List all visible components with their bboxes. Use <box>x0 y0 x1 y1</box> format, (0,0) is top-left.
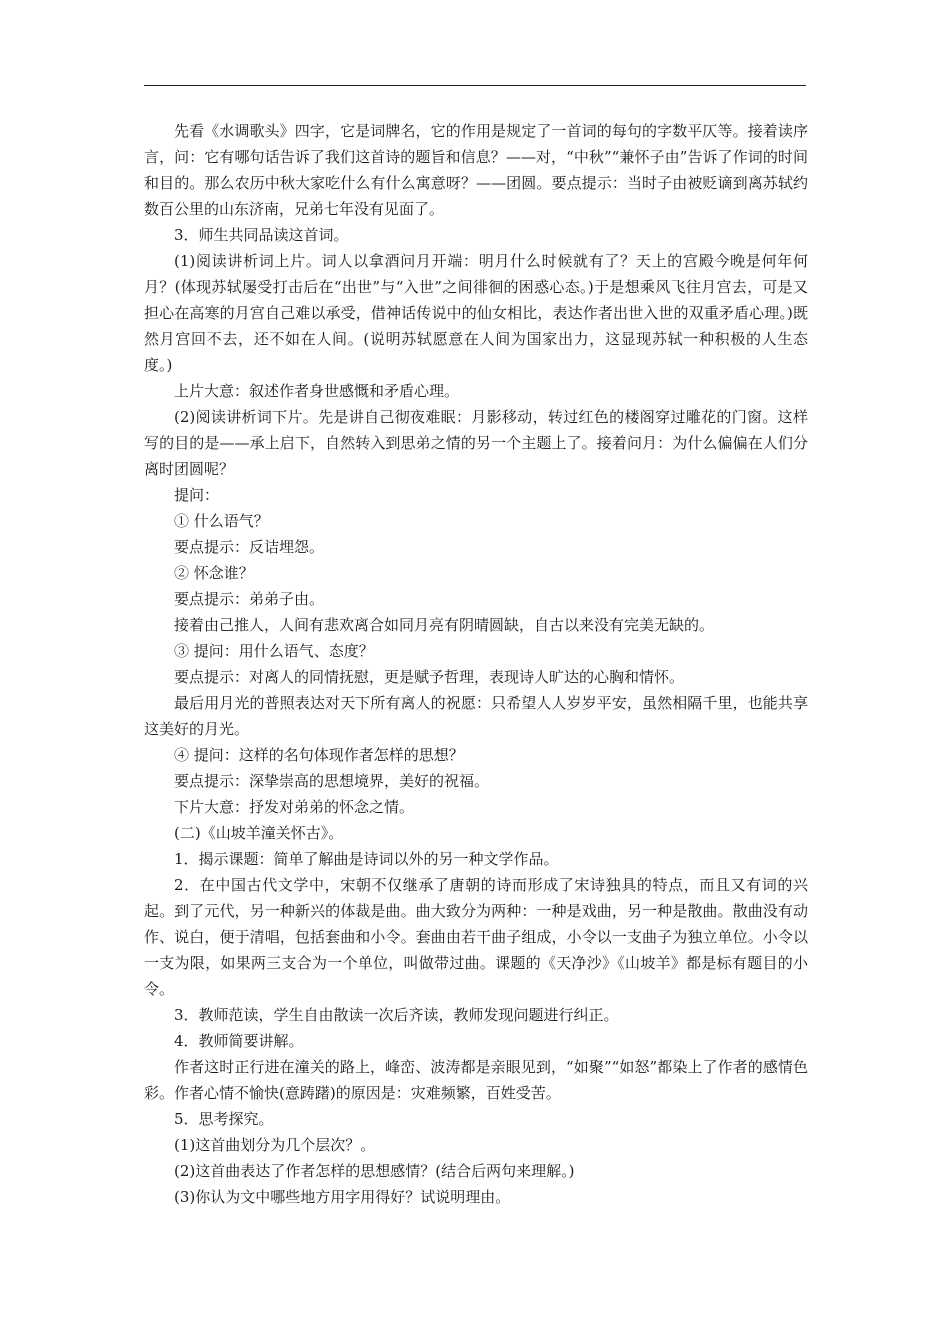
paragraph: (2)阅读讲析词下片。先是讲自己彻夜难眠：月影移动，转过红色的楼阁穿过雕花的门窗。这样写的目的是——承上启下，自然转入到思弟之情的另一个主题上了。接着问月：为什么偏偏在人们分离时团圆呢？ <box>144 408 808 478</box>
document-body <box>144 118 808 1210</box>
paragraph: 接着由己推人，人间有悲欢离合如同月亮有阴晴圆缺，自古以来没有完美无缺的。 <box>174 616 715 634</box>
paragraph: 4．教师简要讲解。 <box>174 1032 304 1050</box>
paragraph: 3．教师范读，学生自由散读一次后齐读，教师发现问题进行纠正。 <box>174 1006 619 1024</box>
paragraph: 5．思考探究。 <box>174 1110 274 1128</box>
paragraph: (2)这首曲表达了作者怎样的思想感情？(结合后两句来理解。) <box>174 1162 575 1180</box>
paragraph: 提问： <box>174 486 220 504</box>
paragraph: 先看《水调歌头》四字，它是词牌名，它的作用是规定了一首词的每句的字数平仄等。接着读序言，问：它有哪句话告诉了我们这首诗的题旨和信息？——对，“中秋”“兼怀子由”告诉了作词的时间和目的。那么农历中秋大家吃什么有什么寓意呀？——团圆。要点提示：当时子由被贬谪到离苏轼约数百公里的山东济南，兄弟七年没有见面了。 <box>144 122 808 218</box>
paragraph: ③ 提问：用什么语气、态度？ <box>174 642 374 660</box>
paragraph: 要点提示：深挚崇高的思想境界，美好的祝福。 <box>174 772 490 790</box>
paragraph: 上片大意：叙述作者身世感慨和矛盾心理。 <box>174 382 460 400</box>
paragraph: 2．在中国古代文学中，宋朝不仅继承了唐朝的诗而形成了宋诗独具的特点，而且又有词的兴起。到了元代，另一种新兴的体裁是曲。曲大致分为两种：一种是戏曲，另一种是散曲。散曲没有动作、说白，便于清唱，包括套曲和小令。套曲由若干曲子组成，小令以一支曲子为独立单位。小令以一支为限，如果两三支合为一个单位，叫做带过曲。课题的《天净沙》《山坡羊》都是标有题目的小令。 <box>144 876 808 998</box>
paragraph: 下片大意：抒发对弟弟的怀念之情。 <box>174 798 415 816</box>
paragraph: ② 怀念谁？ <box>174 564 254 582</box>
paragraph: 要点提示：弟弟子由。 <box>174 590 325 608</box>
paragraph: 最后用月光的普照表达对天下所有离人的祝愿：只希望人人岁岁平安，虽然相隔千里，也能共享这美好的月光。 <box>144 694 808 738</box>
paragraph: 作者这时正行进在潼关的路上，峰峦、波涛都是亲眼见到，“如聚”“如怒”都染上了作者的感情色彩。作者心情不愉快(意踌躇)的原因是：灾难频繁，百姓受苦。 <box>144 1058 808 1102</box>
paragraph: (3)你认为文中哪些地方用字用得好？试说明理由。 <box>174 1188 511 1206</box>
paragraph: 3．师生共同品读这首词。 <box>174 226 349 244</box>
paragraph: 1．揭示课题：简单了解曲是诗词以外的另一种文学作品。 <box>174 850 559 868</box>
paragraph: 要点提示：对离人的同情抚慰，更是赋予哲理，表现诗人旷达的心胸和情怀。 <box>174 668 685 686</box>
paragraph: (1)这首曲划分为几个层次？。 <box>174 1136 376 1154</box>
paragraph: ① 什么语气？ <box>174 512 269 530</box>
paragraph: (1)阅读讲析词上片。词人以拿酒问月开端：明月什么时候就有了？天上的宫殿今晚是何年何月？(体现苏轼屡受打击后在“出世”与“入世”之间徘徊的困惑心态。)于是想乘风飞往月宫去，可是又担心在高寒的月宫自己难以承受，借神话传说中的仙女相比，表达作者出世入世的双重矛盾心理。)既然月宫回不去，还不如在人间。(说明苏轼愿意在人间为国家出力，这显现苏轼一种积极的人生态度。) <box>144 252 808 374</box>
paragraph: 要点提示：反诘埋怨。 <box>174 538 325 556</box>
paragraph: (二)《山坡羊潼关怀古》。 <box>174 824 344 842</box>
paragraph: ④ 提问：这样的名句体现作者怎样的思想？ <box>174 746 464 764</box>
header-rule <box>144 85 806 86</box>
